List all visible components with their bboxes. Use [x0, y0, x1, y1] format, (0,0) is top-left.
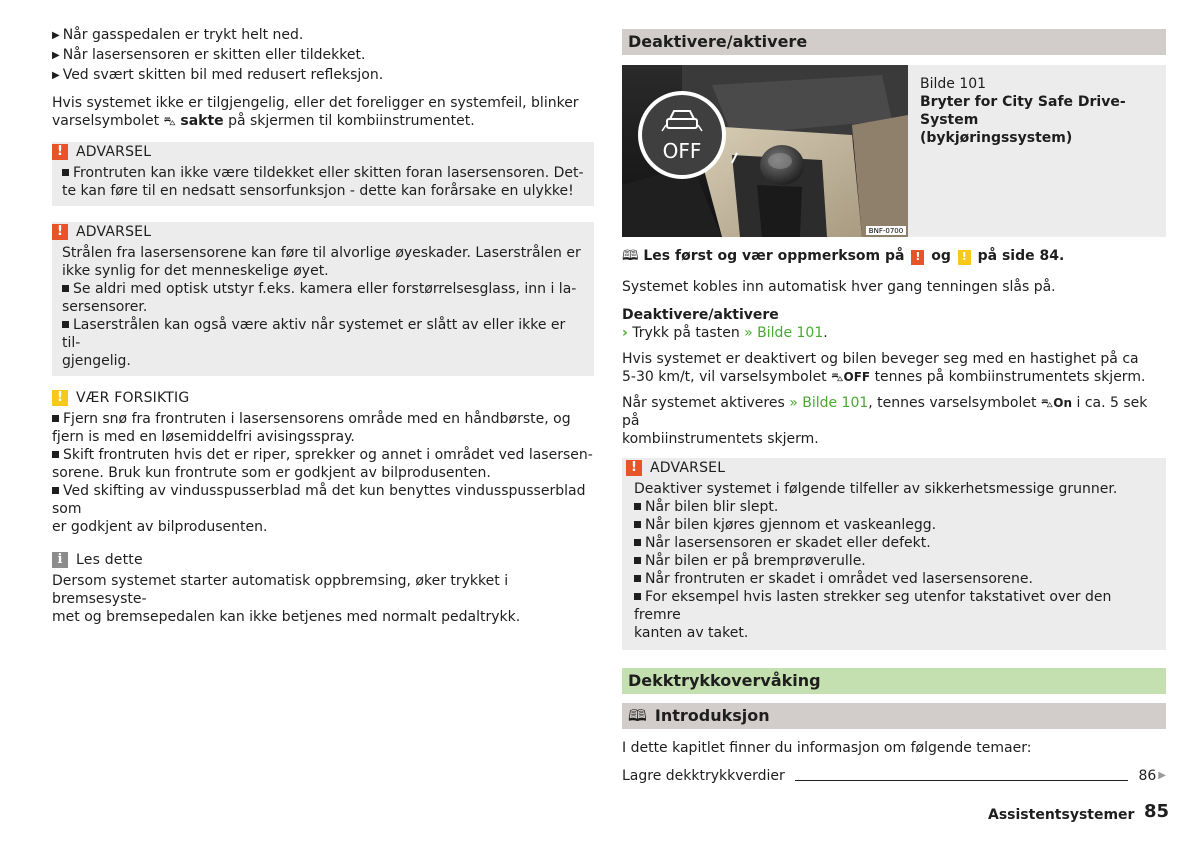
continue-arrow-icon: ▶ — [1158, 770, 1166, 781]
figure-photo — [622, 65, 908, 237]
right-column — [622, 29, 1166, 785]
activated-paragraph: Når systemet aktiveres » Bilde 101, tennes varselsymbolet ⛍On i ca. 5 sek på kombiinstrumentets skjerm. — [622, 395, 1148, 447]
warning-icon: ! — [52, 144, 68, 160]
deactivated-paragraph: Hvis systemet er deaktivert og bilen beveger seg med en hastighet på ca 5-30 km/t, vil varselsymbolet ⛍OFF tennes på kombiinstrumentets skjerm. — [622, 351, 1146, 385]
book-icon: 🕮 — [628, 706, 647, 725]
figure-link[interactable]: » Bilde 101 — [744, 325, 824, 341]
car-off-symbol-icon: ⛍OFF — [831, 370, 871, 384]
triangle-bullet-icon: ▶ — [52, 50, 60, 61]
car-on-symbol-icon: ⛍On — [1040, 396, 1073, 410]
auto-on-text: Systemet kobles inn automatisk hver gang tenningen slås på. — [622, 279, 1056, 295]
step-arrow-icon: › — [622, 325, 628, 341]
square-bullet-icon — [634, 503, 641, 510]
step-press-button: › Trykk på tasten » Bilde 101. — [622, 325, 828, 341]
list-item: ▶ Når lasersensoren er skitten eller tildekket. — [52, 47, 366, 63]
square-bullet-icon — [52, 415, 59, 422]
page-number: 85 — [1144, 801, 1170, 822]
intro-heading: 🕮 Introduksjon — [622, 703, 1166, 729]
caution-box: ! VÆR FORSIKTIG Fjern snø fra frontruten i lasersensorens område med en håndbørste, og fjern is med en løsemiddelfri avisingsspray. Skift frontruten hvis det er riper, sprekker og annet i området ved lasersen- sorene. Bruk kun frontrute som er godkjent av bilprodusenten. Ved skifting av vindusspusserblad må det kun benyttes vindusspusserblad som er godkjent av bilprodusenten. — [52, 390, 593, 535]
warning-box-1: ! ADVARSEL Frontruten kan ikke være tildekket eller skitten foran lasersensoren. Det- te kan føre til en nedsatt sensorfunksjon - dette kan forårsake en ulykke! — [52, 142, 594, 206]
section-heading-deactivate: Deaktivere/aktivere — [622, 29, 1166, 55]
list-item: Når frontruten er skadet i området ved lasersensorene. — [634, 570, 1156, 588]
triangle-bullet-icon: ▶ — [52, 70, 60, 81]
gear-shift-console-image — [622, 65, 908, 237]
warning-icon: ! — [911, 250, 924, 265]
square-bullet-icon — [634, 593, 641, 600]
section-heading-tyre-pressure: Dekktrykkovervåking — [622, 668, 1166, 694]
list-item: Når bilen er på bremprøverulle. — [634, 552, 1156, 570]
square-bullet-icon — [62, 285, 69, 292]
square-bullet-icon — [634, 557, 641, 564]
warning-box-3: ! ADVARSEL Deaktiver systemet i følgende tilfeller av sikkerhetsmessige grunner. Når bilen blir slept. Når bilen kjøres gjennom et vaskeanlegg. Når lasersensoren er skadet eller defekt. Når bilen er på bremprøverulle. Når frontruten er skadet i området ved lasersensorene. For eksempel hvis lasten strekker seg utenfor takstativet over den fremre kanten av taket. — [622, 458, 1166, 650]
square-bullet-icon — [634, 575, 641, 582]
list-item: ▶ Når gasspedalen er trykt helt ned. — [52, 27, 304, 43]
figure-code: BNF-0700 — [868, 227, 904, 235]
subheading-deactivate: Deaktivere/aktivere — [622, 307, 779, 323]
car-warning-icon: ⛍ — [163, 114, 176, 128]
list-item: Når bilen kjøres gjennom et vaskeanlegg. — [634, 516, 1156, 534]
chapter-title: Assistentsystemer — [988, 807, 1135, 823]
figure-caption: Bilde 101 Bryter for City Safe Drive-System (bykjøringssystem) — [920, 76, 1126, 146]
square-bullet-icon — [634, 539, 641, 546]
left-column — [52, 26, 594, 626]
system-error-paragraph: Hvis systemet ikke er tilgjengelig, eller det foreligger en systemfeil, blinker varselsymbolet ⛍ sakte på skjermen til kombiinstrumentet. — [52, 95, 579, 129]
book-icon: 🕮 — [622, 248, 639, 264]
list-item: Når lasersensoren er skadet eller defekt. — [634, 534, 1156, 552]
off-button-label: OFF — [662, 139, 702, 163]
caution-icon: ! — [52, 390, 68, 406]
square-bullet-icon — [62, 169, 69, 176]
warning-icon: ! — [52, 224, 68, 240]
intro-text: I dette kapitlet finner du informasjon om følgende temaer: — [622, 740, 1032, 756]
figure-101 — [622, 65, 1166, 237]
list-item: ▶ Ved svært skitten bil med redusert refleksjon. — [52, 67, 384, 83]
square-bullet-icon — [52, 451, 59, 458]
warning-icon: ! — [626, 460, 642, 476]
figure-link[interactable]: » Bilde 101 — [789, 395, 869, 411]
list-item: For eksempel hvis lasten strekker seg utenfor takstativet over den fremre — [634, 589, 1112, 623]
info-icon: i — [52, 552, 68, 568]
caution-icon: ! — [958, 250, 971, 265]
warning-box-2: ! ADVARSEL Strålen fra lasersensorene kan føre til alvorlige øyeskader. Laserstrålen er ikke synlig for det menneskelige øyet. Se aldri med optisk utstyr f.eks. kamera eller forstørrelsesglass, inn i la- sersensorer. Laserstrålen kan også være aktiv når systemet er slått av eller ikke er til- gjengelig. — [52, 222, 594, 376]
square-bullet-icon — [62, 321, 69, 328]
square-bullet-icon — [52, 487, 59, 494]
list-item: Når bilen blir slept. — [634, 498, 1156, 516]
read-first-line: 🕮 Les først og vær oppmerksom på ! og ! på side 84. — [622, 248, 1065, 264]
toc-entry[interactable]: Lagre dekktrykkverdier 86 ▶ — [622, 768, 1166, 784]
info-box: i Les dette Dersom systemet starter automatisk oppbremsing, øker trykket i bremsesyste- met og bremsepedalen kan ikke betjenes med normalt pedaltrykk. — [52, 552, 521, 625]
condition-list — [52, 26, 594, 86]
triangle-bullet-icon: ▶ — [52, 30, 60, 41]
toc-leader-line — [795, 780, 1129, 781]
square-bullet-icon — [634, 521, 641, 528]
